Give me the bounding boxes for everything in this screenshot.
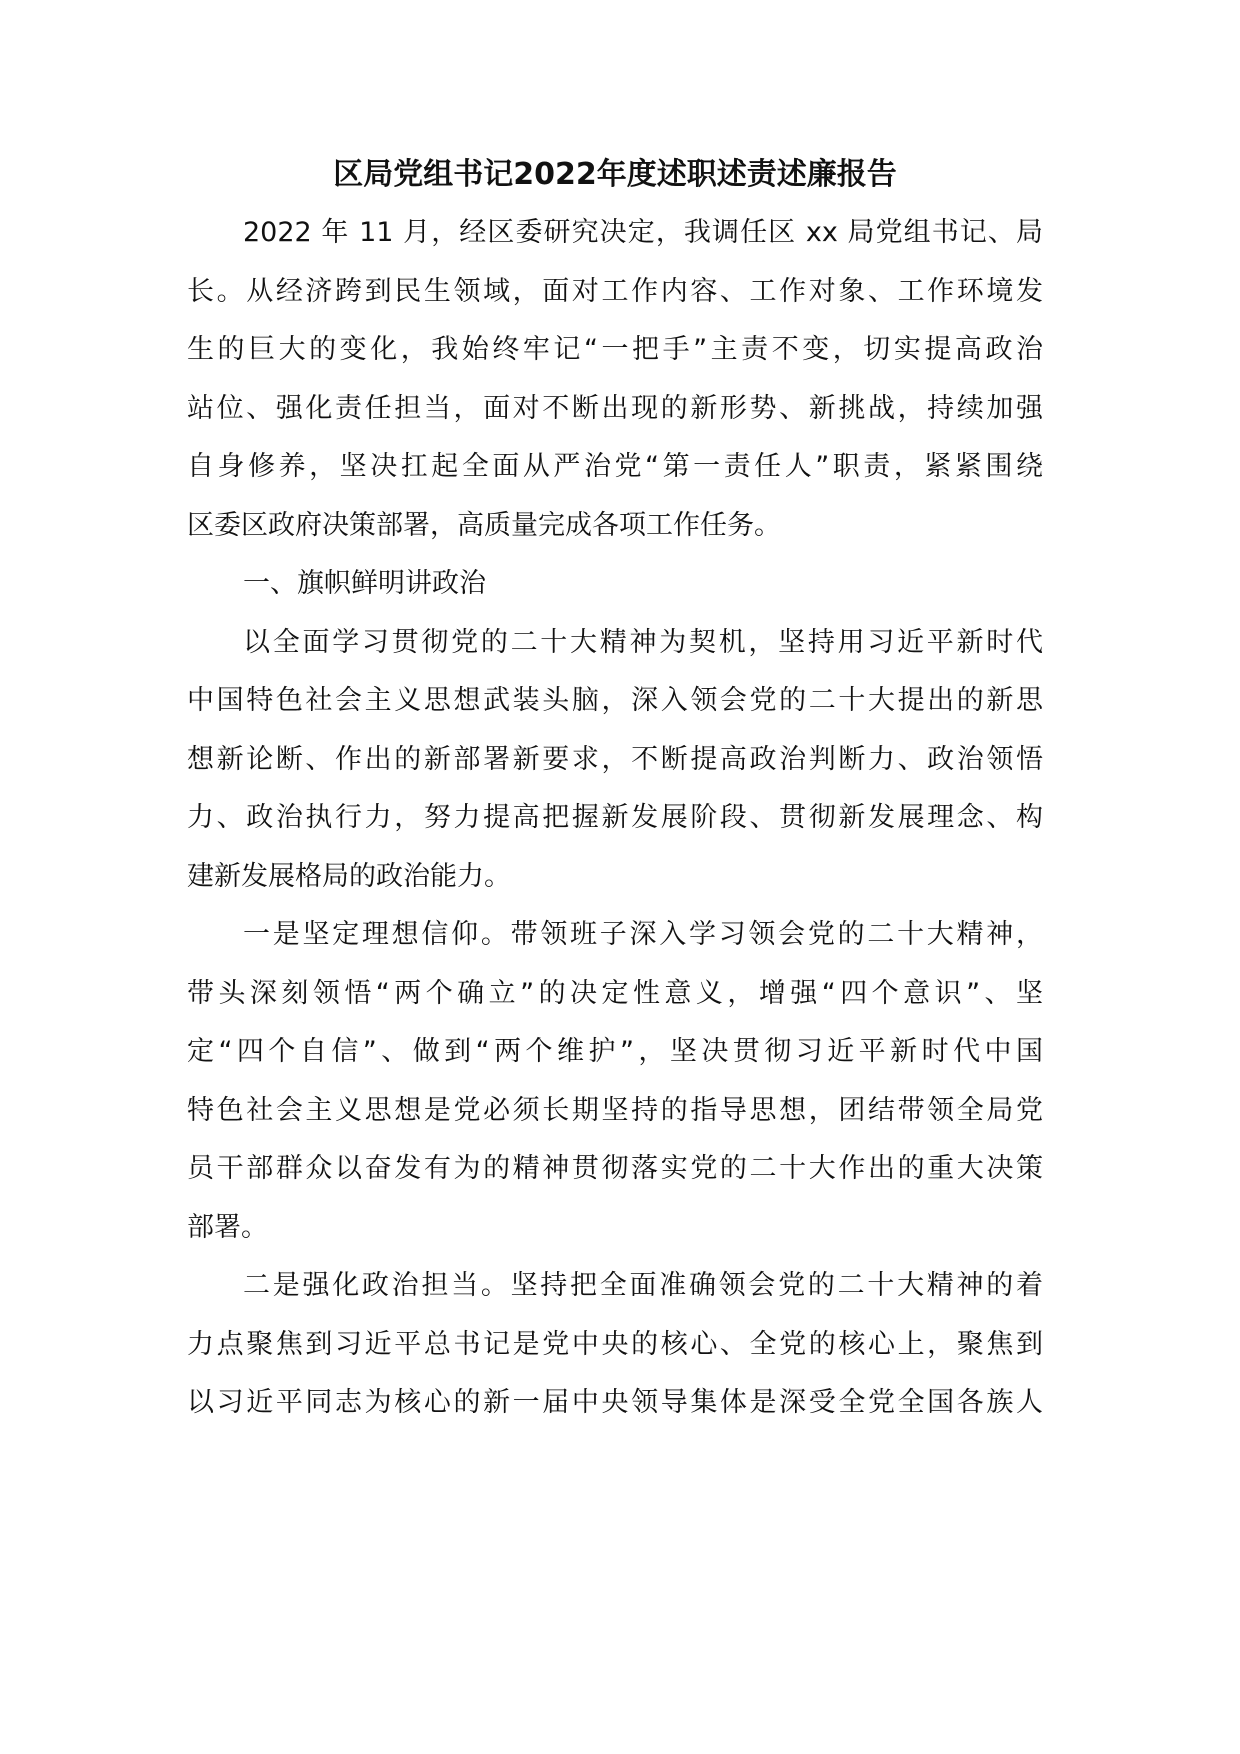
text-line: 一是坚定理想信仰。带领班子深入学习领会党的二十大精神， <box>243 919 1043 950</box>
paragraph-point-two <box>187 1257 1043 1433</box>
text-line: 长。从经济跨到民生领域，面对工作内容、工作对象、工作环境发 <box>187 275 1043 307</box>
text-line: 站位、强化责任担当，面对不断出现的新形势、新挑战，持续加强 <box>187 392 1043 424</box>
text-line: 区委区政府决策部署，高质量完成各项工作任务。 <box>187 509 781 541</box>
text-line: 特色社会主义思想是党必须长期坚持的指导思想，团结带领全局党 <box>187 1094 1043 1126</box>
text-line: 力点聚焦到习近平总书记是党中央的核心、全党的核心上，聚焦到 <box>187 1328 1043 1360</box>
text-line: 想新论断、作出的新部署新要求，不断提高政治判断力、政治领悟 <box>187 743 1043 775</box>
text-line: 以习近平同志为核心的新一届中央领导集体是深受全党全国各族人 <box>187 1387 1043 1418</box>
paragraph-intro <box>187 204 1043 555</box>
text-line: 定“四个自信”、做到“两个维护”，坚决贯彻习近平新时代中国 <box>187 1036 1043 1067</box>
text-line: 员干部群众以奋发有为的精神贯彻落实党的二十大作出的重大决策 <box>187 1153 1043 1184</box>
text-line: 生的巨大的变化，我始终牢记“一把手”主责不变，切实提高政治 <box>187 334 1043 365</box>
section-heading-text: 一、旗帜鲜明讲政治 <box>243 568 486 599</box>
document-page <box>187 150 1043 1433</box>
text-line: 2022 年 11 月，经区委研究决定，我调任区 xx 局党组书记、局 <box>243 217 1043 248</box>
paragraph-point-one <box>187 906 1043 1257</box>
text-line: 带头深刻领悟“两个确立”的决定性意义，增强“四个意识”、坚 <box>187 977 1043 1009</box>
text-line: 自身修养，坚决扛起全面从严治党“第一责任人”职责，紧紧围绕 <box>187 451 1043 482</box>
text-line: 力、政治执行力，努力提高把握新发展阶段、贯彻新发展理念、构 <box>187 802 1043 833</box>
section-heading <box>187 555 1043 614</box>
document-title: 区局党组书记2022年度述职述责述廉报告 <box>333 157 897 192</box>
text-line: 建新发展格局的政治能力。 <box>187 860 511 892</box>
text-line: 二是强化政治担当。坚持把全面准确领会党的二十大精神的着 <box>243 1270 1043 1301</box>
paragraph-section-intro <box>187 614 1043 907</box>
text-line: 部署。 <box>187 1211 268 1243</box>
text-line: 中国特色社会主义思想武装头脑，深入领会党的二十大提出的新思 <box>187 685 1043 716</box>
text-line: 以全面学习贯彻党的二十大精神为契机，坚持用习近平新时代 <box>243 626 1043 658</box>
